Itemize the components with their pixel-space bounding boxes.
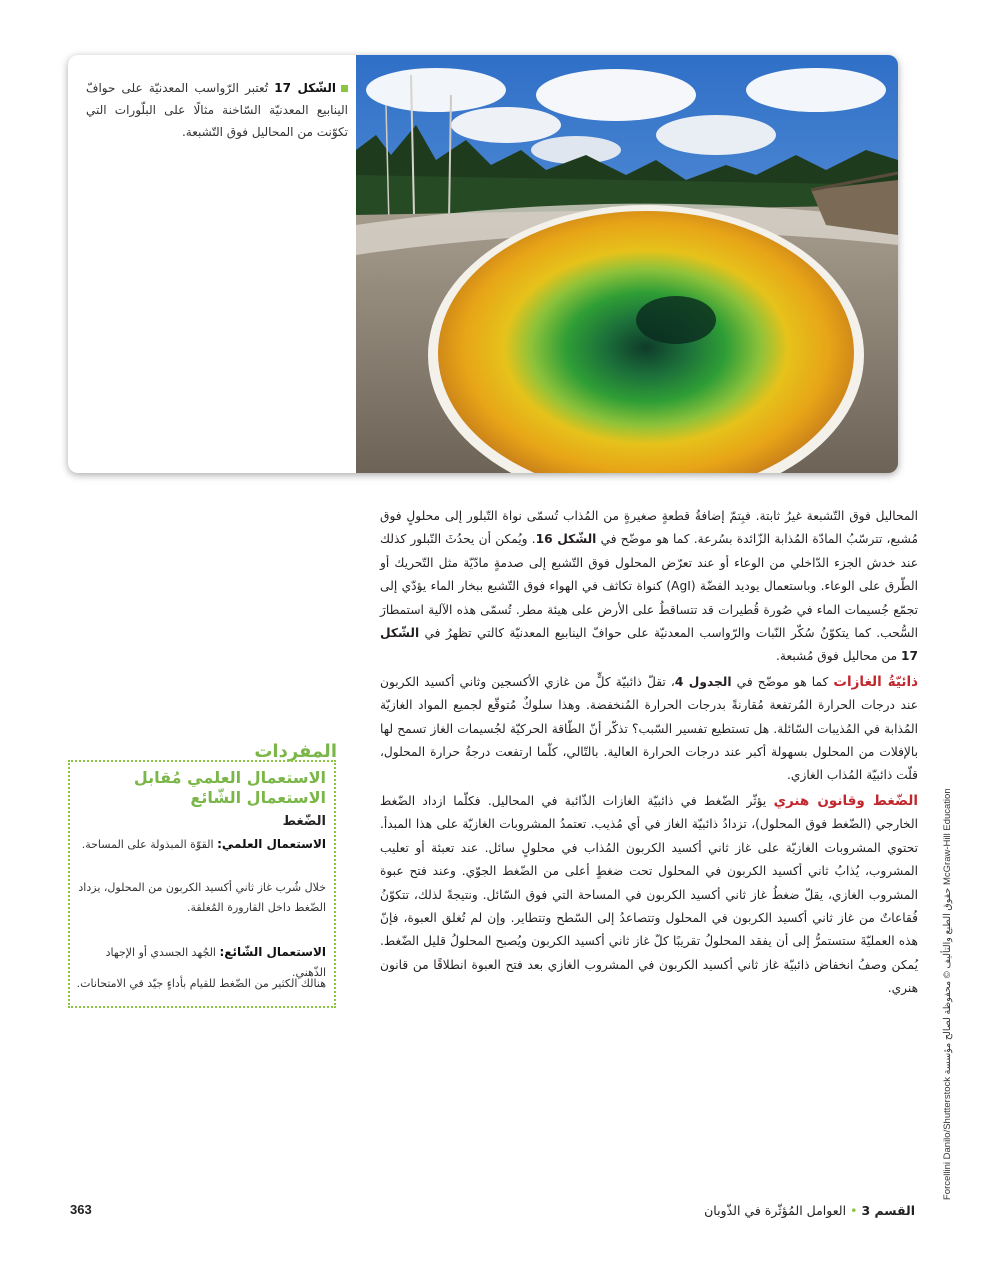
bullet-dot-icon: • — [850, 1203, 858, 1218]
vocab-term: الضّغط — [282, 814, 326, 829]
footer-section: القسم 3 — [861, 1203, 915, 1218]
footer-title: العوامل المُؤثّرة في الذّوبان — [704, 1203, 847, 1218]
copyright-credit — [938, 560, 958, 1200]
vocab-scientific-example: خلال شُرب غاز ثاني أكسيد الكربون من المحلول، يزداد الضّغط داخل القارورة المُغلقة. — [78, 881, 326, 914]
table-ref-4[interactable]: الجدول 4 — [674, 674, 732, 689]
page-number: 363 — [70, 1202, 92, 1217]
footer — [704, 1203, 915, 1218]
figure-caption — [86, 77, 348, 143]
bullet-square-icon — [341, 85, 348, 92]
figure-card — [68, 55, 898, 473]
figure-ref-16[interactable]: الشّكل 16 — [535, 532, 597, 547]
copyright-credit-text: McGraw-Hill Education حقوق الطبع والتأليف © محفوظة لصالح مؤسسة Forcellini Danilo/Shutterstock — [942, 788, 953, 1200]
figure-caption-text: تُعتبر الرّواسب المعدنيّة على حوافّ الينابيع المعدنيّة السّاخنة مثالًا على البلّورات التي تكوّنت من المحاليل فوق التّشبعة. — [86, 81, 348, 139]
paragraph-supersaturated: المحاليل فوق التّشبعة غيرُ ثابتة. فبِتمّ إضافةُ قطعةٍ صغيرةٍ من المُذاب تُسمّى نواة التّبلور إلى محلولٍ فوق مُشبع، تترسّبُ المادّة المُذابة الزّائدة بسُرعة. كما هو موضّح في الشّكل 16. ويُمكن أن يحدُثَ التّبلور كذلك عند خدش الجزء الدّاخلي من الوعاء أو عند تعرّض المحلول فوق التّشبع إلى صدمةٍ مادّيّة مثل التّحريك أو الطّرق على الوعاء. وباستعمال يوديد الفضّة (AgI) كنواة تكاثف في الهواء فوق التّشبع ببخار الماء يؤدّي إلى تجمّع جُسيمات الماء في صُورة قُطيرات قد تتساقطُ على الأرض على هيئة مطر. تُسمّى هذه الآلية استمطارَ السُّحب. كما يتكوّنُ سُكّر النّبات والرّواسب المعدنيّة على حوافّ الينابيع المعدنيّة كالتي تظهرُ في الشّكل 17 من محاليل فوق مُشبعة. — [380, 509, 919, 664]
vocab-scientific: الاستعمال العلمي: القوّة المبذولة على المساحة. — [81, 837, 326, 851]
heading-henry-law: الضّغط وقانون هنري — [773, 792, 918, 809]
hot-spring-photo — [356, 55, 898, 473]
figure-ref-17[interactable]: الشّكل 17 — [380, 626, 918, 664]
main-text — [380, 505, 918, 1003]
vocab-title: المفردات — [254, 741, 337, 762]
vocab-common: الاستعمال الشّائع: الجُهد الجسدي أو الإجهاد الذّهني. — [105, 945, 326, 979]
vocab-common-example: هنالك الكثير من الضّغط للقيام بأداءٍ جيّد في الامتحانات. — [76, 977, 326, 990]
paragraph-gas-solubility: ذائيّةُ الغازات كما هو موضّح في الجدول 4، تقلّ ذائبيّة كلٍّ من غازي الأكسجين وثاني أكسيد الكربون عند درجات الحرارة المُرتفعة مُقارنةً بدرجات الحرارة المُنخفضة. وهذا سلوكٌ مُتوقّع لجميع المواد الغازيّة المُذابة في المُذيبات السّائلة. هل تستطيع تفسير السّبب؟ تذكّر أنّ الطّاقة الحركيّة لجُسيمات الغاز تسمح لها بالإفلات من المحلول بسهولة أكبر عند درجات الحرارة العالية. بالتّالي، كلّما ارتفعت درجةُ حرارة المحلول، قلّت ذائبيّة المُذاب الغازي. — [380, 673, 919, 783]
paragraph-henry-law: الضّغط وقانون هنري يؤثّر الضّغط في ذائبيّة الغازات الذّائبة في المحاليل. فكلّما ازداد الضّغط الخارجي (الضّغط فوق المحلول)، تزدادُ ذائبيّة الغاز في أي مُذيب. تعتمدُ المشروبات الغازيّة على هذا المبدأ. تحتوي المشروبات الغازيّة على غاز ثاني أكسيد الكربون المُذاب في محلولٍ سائل. عند تعبئة أو تعليب المشروب، يُذابُ ثاني أكسيد الكربون في المحلول تحت ضغطٍ أعلى من الضّغط الجوّي. وعند فتح عبوة المشروب الغازي، يقلّ ضغطُ غاز ثاني أكسيد الكربون في المساحة التي فوق السّائل. ونتيجةً لذلك، تتكوّنُ فُقاعاتٌ من غاز ثاني أكسيد الكربون في المحلول وتتصاعدُ إلى السّطح وتتطاير. وإن لم تُغلق العبوة، فإنّ هذه العمليّةَ ستستمرُّ إلى أن يفقد المحلولُ تقريبًا كلّ غاز ثاني أكسيد الكربون ويُصبح المحلولُ قليل الضّغط. يُمكن وصفُ انخفاض ذائبيّة غاز ثاني أكسيد الكربون في المشروب الغازي بعد فتح العبوة انطلاقًا من قانون هنري. — [380, 792, 918, 996]
figure-label: الشّكل 17 — [274, 81, 336, 95]
vocab-box — [68, 760, 336, 1008]
vocab-subtitle: الاستعمال العلمي مُقابل الاستعمال الشّائع — [133, 768, 326, 807]
heading-gas-solubility: ذائيّةُ الغازات — [833, 673, 919, 690]
